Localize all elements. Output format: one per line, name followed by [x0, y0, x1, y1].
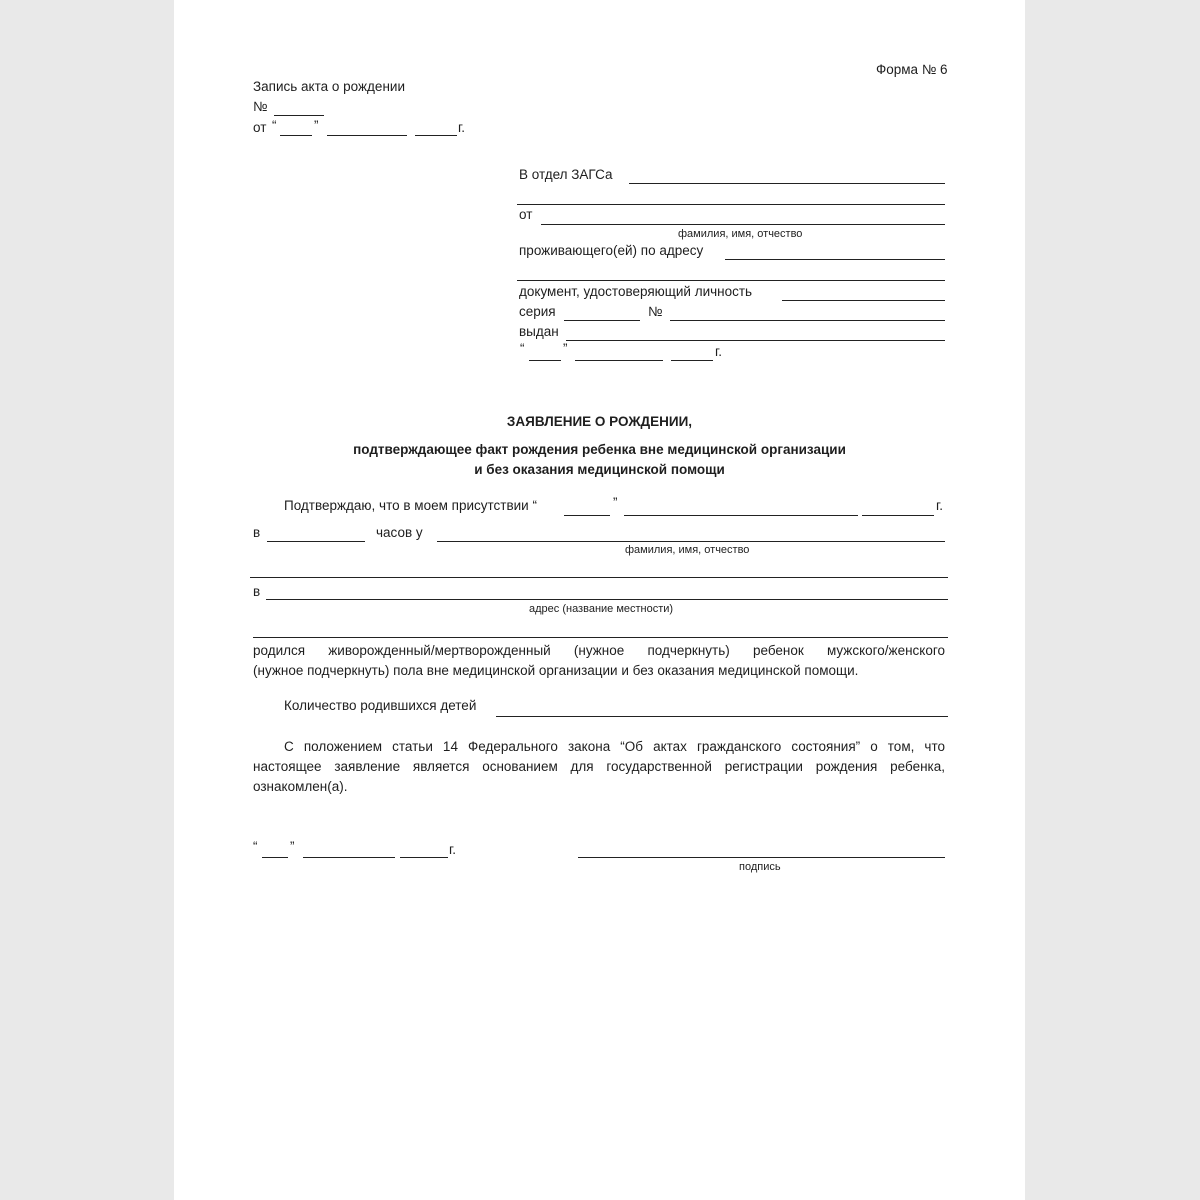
act-date-open-quote: “: [272, 118, 277, 133]
issued-year-suffix: г.: [715, 344, 723, 359]
birth-place-in-label: в: [253, 584, 261, 599]
issued-date-close-quote: ”: [563, 341, 568, 356]
residing-label: проживающего(ей) по адресу: [519, 243, 704, 258]
issued-by-line[interactable]: [566, 340, 945, 341]
document-page: [174, 0, 1025, 1200]
birth-year-suffix: г.: [936, 498, 944, 513]
applicant-fio-line[interactable]: [541, 224, 945, 225]
series-line[interactable]: [564, 320, 640, 321]
mother-fio-hint: фамилия, имя, отчество: [625, 544, 750, 556]
children-count-label: Количество родившихся детей: [284, 698, 477, 713]
confirm-text: Подтверждаю, что в моем присутствии “: [284, 498, 537, 513]
birth-date-close-quote: ”: [613, 495, 618, 510]
birth-month-line[interactable]: [624, 515, 858, 516]
id-document-line[interactable]: [782, 300, 945, 301]
act-date-from-label: от: [253, 120, 267, 135]
act-date-close-quote: ”: [314, 118, 319, 133]
law-text-line-3: ознакомлен(а).: [253, 779, 348, 794]
zags-office-line-2[interactable]: [517, 204, 945, 205]
sign-date-close-quote: ”: [290, 839, 295, 854]
act-date-year-suffix: г.: [458, 120, 466, 135]
statement-subtitle-2: и без оказания медицинской помощи: [474, 462, 725, 477]
born-text-line-1: родился живорожденный/мертворожденный (нужное подчеркнуть) ребенок мужского/женского: [253, 643, 945, 658]
residence-address-line-2[interactable]: [517, 280, 945, 281]
act-date-month-line[interactable]: [327, 135, 407, 136]
doc-number-line[interactable]: [670, 320, 945, 321]
born-text-line-2: (нужное подчеркнуть) пола вне медицинской организации и без оказания медицинской помощи.: [253, 663, 859, 678]
issued-day-line[interactable]: [529, 360, 561, 361]
law-text-line-1: С положением статьи 14 Федерального закона “Об актах гражданского состояния” о том, что: [284, 739, 945, 754]
applicant-fio-hint: фамилия, имя, отчество: [678, 228, 803, 240]
doc-number-label: №: [648, 304, 663, 319]
birth-hours-line[interactable]: [267, 541, 365, 542]
law-text-line-2: настоящее заявление является основанием для государственной регистрации рождения ребенка,: [253, 759, 945, 774]
sign-month-line[interactable]: [303, 857, 395, 858]
sign-year-line[interactable]: [400, 857, 448, 858]
issued-year-line[interactable]: [671, 360, 713, 361]
series-label: серия: [519, 304, 556, 319]
hours-at-label: часов у: [376, 525, 423, 540]
birth-place-line-2[interactable]: [253, 637, 948, 638]
act-number-label: №: [253, 99, 268, 114]
mother-fio-line-2[interactable]: [250, 577, 948, 578]
issued-label: выдан: [519, 324, 559, 339]
mother-fio-line[interactable]: [437, 541, 945, 542]
signature-hint: подпись: [739, 861, 781, 873]
applicant-from-label: от: [519, 207, 533, 222]
sign-date-open-quote: “: [253, 839, 258, 854]
act-number-line[interactable]: [274, 115, 324, 116]
birth-place-line[interactable]: [266, 599, 948, 600]
act-record-label: Запись акта о рождении: [253, 79, 405, 94]
birth-year-line[interactable]: [862, 515, 934, 516]
id-document-label: документ, удостоверяющий личность: [519, 284, 753, 299]
birth-time-in-label: в: [253, 525, 261, 540]
act-date-day-line[interactable]: [280, 135, 312, 136]
issued-month-line[interactable]: [575, 360, 663, 361]
statement-subtitle-1: подтверждающее факт рождения ребенка вне медицинской организации: [353, 442, 846, 457]
issued-date-open-quote: “: [520, 341, 525, 356]
to-zags-label: В отдел ЗАГСа: [519, 167, 613, 182]
statement-title: ЗАЯВЛЕНИЕ О РОЖДЕНИИ,: [506, 414, 693, 429]
signature-line[interactable]: [578, 857, 945, 858]
sign-day-line[interactable]: [262, 857, 288, 858]
act-date-year-line[interactable]: [415, 135, 457, 136]
form-number: Форма № 6: [876, 62, 948, 77]
residence-address-line[interactable]: [725, 259, 945, 260]
zags-office-line[interactable]: [629, 183, 945, 184]
birth-place-hint: адрес (название местности): [529, 603, 674, 615]
sign-year-suffix: г.: [449, 842, 457, 857]
children-count-line[interactable]: [496, 716, 948, 717]
birth-day-line[interactable]: [564, 515, 610, 516]
